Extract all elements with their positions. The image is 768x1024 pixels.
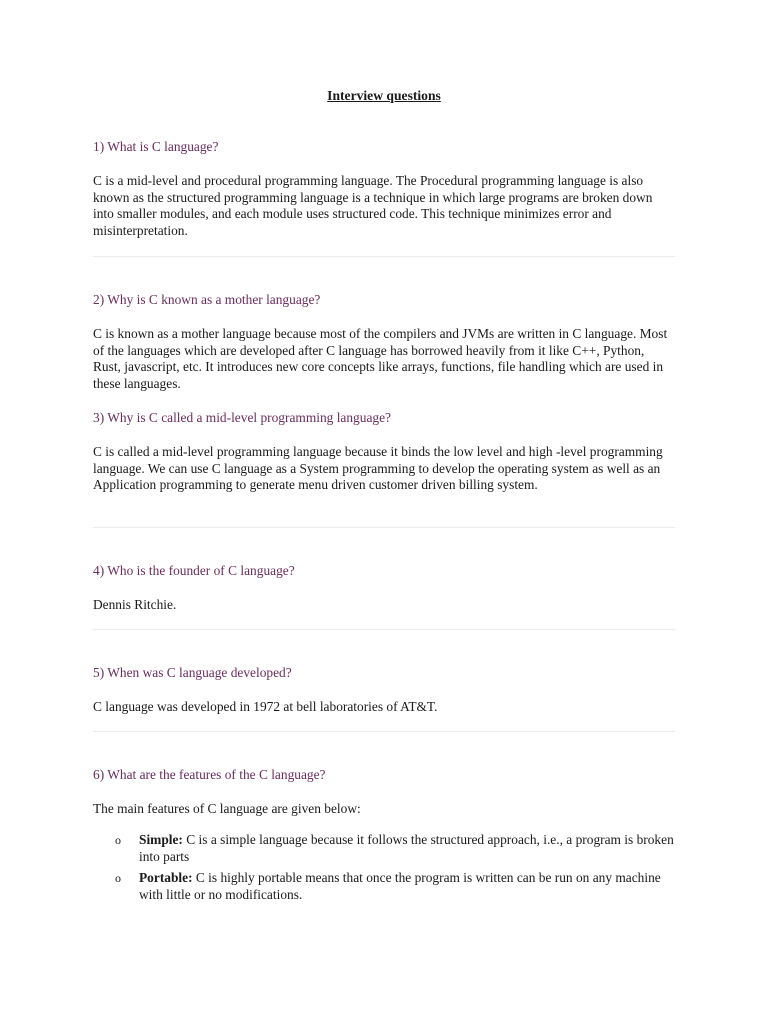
feature-description: C is a simple language because it follows the structured approach, i.e., a program is broken into parts	[139, 832, 674, 864]
answer-2: C is known as a mother language because most of the compilers and JVMs are written in C language. Most of the languages which are developed after C language has borrowed heavily from it like C++, Python, Rust, javascript, etc. It introduces new core concepts like arrays, functions, file handling which are used in these languages.	[93, 326, 668, 392]
question-1: 1) What is C language?	[93, 139, 219, 154]
feature-description: C is highly portable means that once the program is written can be run on any machine with little or no modifications.	[139, 870, 661, 903]
feature-name: Simple:	[139, 832, 183, 847]
document-title: Interview questions	[327, 88, 441, 103]
question-5: 5) When was C language developed?	[93, 665, 292, 680]
section-divider	[93, 629, 675, 630]
document-page	[93, 0, 675, 1024]
question-6: 6) What are the features of the C language?	[93, 767, 326, 782]
list-item	[93, 832, 675, 865]
answer-5: C language was developed in 1972 at bell laboratories of AT&T.	[93, 699, 438, 714]
question-4: 4) Who is the founder of C language?	[93, 563, 295, 578]
bullet-icon: o	[115, 871, 121, 886]
answer-6: The main features of C language are given below:	[93, 801, 361, 816]
section-divider	[93, 527, 675, 528]
answer-1: C is a mid-level and procedural programming language. The Procedural programming language is also known as the structured programming language is a technique in which large programs are broken down into smaller modules, and each module uses structured code. This technique minimizes error and misinterpretation.	[93, 173, 653, 239]
feature-name: Portable:	[139, 870, 193, 886]
features-list	[93, 832, 675, 909]
question-2: 2) Why is C known as a mother language?	[93, 292, 321, 307]
question-3: 3) Why is C called a mid-level programming language?	[93, 410, 391, 425]
answer-3: C is called a mid-level programming language because it binds the low level and high -level programming language. We can use C language as a System programming to develop the operating system as well as an Application programming to generate menu driven customer driven billing system.	[93, 444, 663, 493]
answer-4: Dennis Ritchie.	[93, 597, 177, 612]
section-divider	[93, 731, 675, 732]
bullet-icon: o	[115, 833, 121, 847]
list-item	[93, 870, 675, 903]
section-divider	[93, 256, 675, 257]
